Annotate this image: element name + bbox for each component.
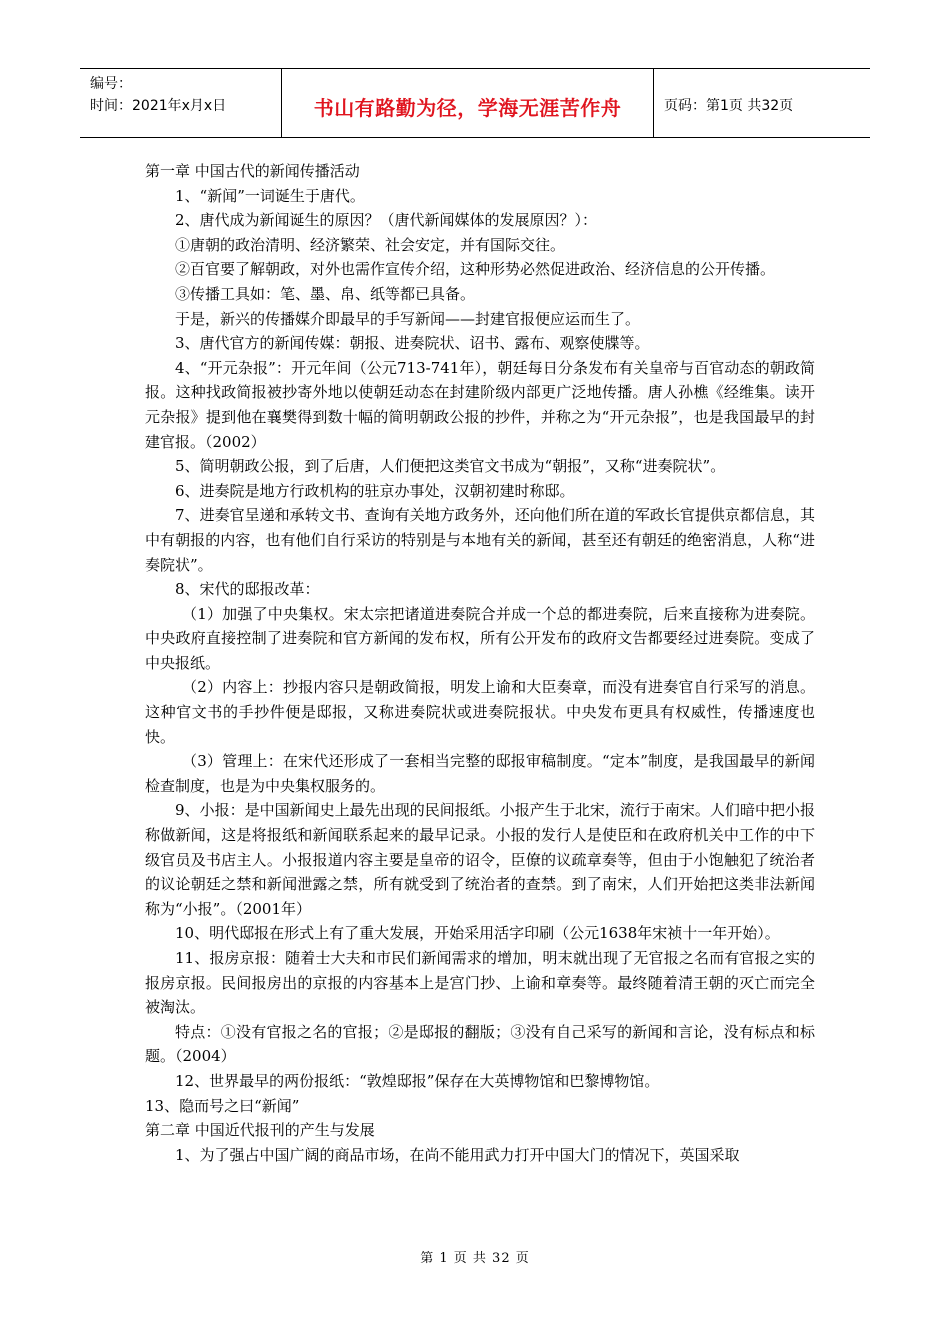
- paragraph: 2、唐代成为新闻诞生的原因？（唐代新闻媒体的发展原因？）：: [175, 211, 598, 230]
- paragraph: 1、“新闻”一词诞生于唐代。: [175, 186, 365, 205]
- paragraph: （1）加强了中央集权。宋太宗把诸道进奏院合并成一个总的都进奏院，后来直接称为进奏院。中央政府直接控制了进奏院和官方新闻的发布权，所有公开发布的政府文告都要经过进奏院。变成了中央报纸。: [145, 604, 815, 672]
- document-number-label: 编号：: [90, 76, 132, 92]
- paragraph: ②百官要了解朝政，对外也需作宣传介绍，这种形势必然促进政治、经济信息的公开传播。: [175, 260, 776, 279]
- paragraph: 13、隐而号之曰“新闻”: [145, 1096, 300, 1115]
- paragraph: 10、明代邸报在形式上有了重大发展，开始采用活字印刷（公元1638年宋祯十一年开始）。: [175, 924, 780, 943]
- paragraph: ①唐朝的政治清明、经济繁荣、社会安定，并有国际交往。: [175, 235, 566, 254]
- paragraph: 6、进奏院是地方行政机构的驻京办事处，汉朝初建时称邸。: [175, 481, 575, 500]
- header-motto: 书山有路勤为径，学海无涯苦作舟: [282, 69, 654, 137]
- paragraph: 于是，新兴的传播媒介即最早的手写新闻——封建官报便应运而生了。: [175, 309, 641, 328]
- page-header: [80, 68, 870, 138]
- paragraph: 第二章 中国近代报刊的产生与发展: [145, 1121, 375, 1140]
- paragraph: 7、进奏官呈递和承转文书、查询有关地方政务外，还向他们所在道的军政长官提供京都信息，其中有朝报的内容，也有他们自行采访的特别是与本地有关的新闻，甚至还有朝廷的绝密消息，人称“进奏院状”。: [145, 506, 815, 574]
- document-date: 时间：2021年x月x日: [90, 98, 227, 114]
- paragraph: 11、报房京报：随着士大夫和市民们新闻需求的增加，明末就出现了无官报之名而有官报之实的报房京报。民间报房出的京报的内容基本上是宫门抄、上谕和章奏等。最终随着清王朝的灭亡而完全被淘汰。: [145, 949, 815, 1017]
- paragraph: 5、简明朝政公报，到了后唐，人们便把这类官文书成为“朝报”，又称“进奏院状”。: [175, 457, 726, 476]
- paragraph: 3、唐代官方的新闻传媒：朝报、进奏院状、诏书、露布、观察使牒等。: [175, 334, 650, 353]
- paragraph: 第一章 中国古代的新闻传播活动: [145, 162, 360, 180]
- document-body: [145, 159, 815, 1167]
- paragraph: （2）内容上：抄报内容只是朝政简报，明发上谕和大臣奏章，而没有进奏官自行采写的消息。这种官文书的手抄件便是邸报，又称进奏院状或进奏院报状。中央发布更具有权威性，传播速度也快。: [145, 678, 815, 746]
- paragraph: 9、小报：是中国新闻史上最先出现的民间报纸。小报产生于北宋，流行于南宋。人们暗中把小报称做新闻，这是将报纸和新闻联系起来的最早记录。小报的发行人是使臣和在政府机关中工作的中下级官员及书店主人。小报报道内容主要是皇帝的诏令，臣僚的议疏章奏等，但由于小饱触犯了统治者的议论朝廷之禁和新闻泄露之禁，所有就受到了统治者的查禁。到了南宋，人们开始把这类非法新闻称为“小报”。（2001年）: [145, 801, 815, 918]
- paragraph: 8、宋代的邸报改革：: [175, 580, 320, 599]
- paragraph: （3）管理上：在宋代还形成了一套相当完整的邸报审稿制度。“定本”制度，是我国最早的新闻检查制度，也是为中央集权服务的。: [145, 752, 815, 795]
- paragraph: ③传播工具如：笔、墨、帛、纸等都已具备。: [175, 284, 476, 303]
- paragraph: 4、“开元杂报”：开元年间（公元713-741年），朝廷每日分条发布有关皇帝与百官动态的朝政简报。这种找政简报被抄寄外地以使朝廷动态在封建阶级内部更广泛地传播。唐人孙樵《经维集。读开元杂报》提到他在襄樊得到数十幅的简明朝政公报的抄件，并称之为“开元杂报”，也是我国最早的封建官报。（2002）: [145, 358, 815, 451]
- header-meta: [80, 69, 282, 137]
- page-footer: 第 1 页 共 32 页: [420, 1251, 530, 1266]
- header-page-info: 页码：第1页 共32页: [664, 98, 794, 114]
- paragraph: 1、为了强占中国广阔的商品市场，在尚不能用武力打开中国大门的情况下，英国采取: [175, 1145, 740, 1164]
- paragraph: 特点：①没有官报之名的官报；②是邸报的翻版；③没有自己采写的新闻和言论，没有标点和标题。（2004）: [145, 1022, 815, 1066]
- paragraph: 12、世界最早的两份报纸：“敦煌邸报”保存在大英博物馆和巴黎博物馆。: [175, 1071, 660, 1090]
